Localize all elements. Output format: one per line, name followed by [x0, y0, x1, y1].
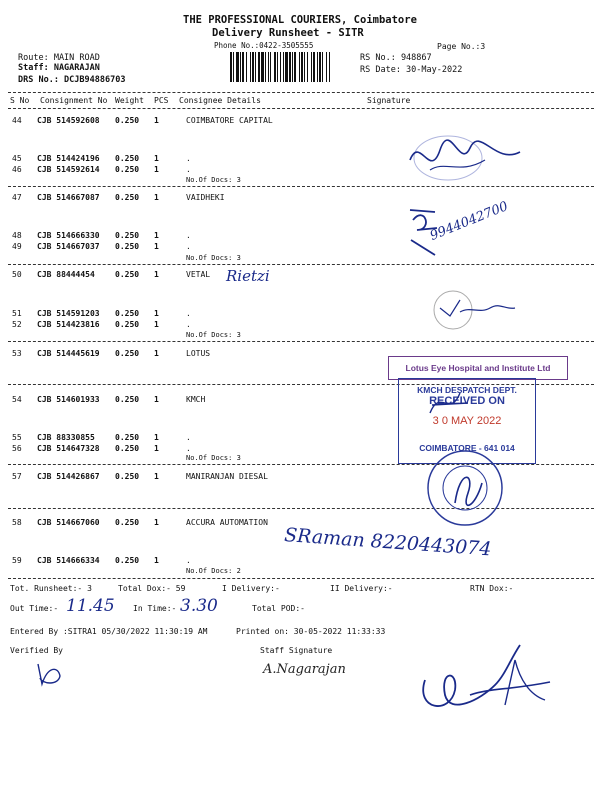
barcode-bar — [326, 52, 327, 82]
row-sno: 45 — [12, 154, 22, 163]
rs-number: RS No.: 948867 — [360, 53, 432, 63]
no-of-docs: No.Of Docs: 2 — [186, 567, 241, 575]
no-of-docs: No.Of Docs: 3 — [186, 454, 241, 462]
col-sno: S No — [10, 96, 30, 105]
stamp-dept: KMCH DESPATCH DEPT. — [417, 385, 517, 395]
barcode-bar — [317, 52, 318, 82]
out-time-value: 11.45 — [66, 596, 115, 616]
col-weight: Weight — [115, 96, 144, 105]
signature-44 — [400, 130, 530, 190]
col-pcs: PCS — [154, 96, 169, 105]
rs-date: RS Date: 30-May-2022 — [360, 65, 463, 75]
barcode-bar — [292, 52, 293, 82]
row-consignment: CJB 514445619 — [37, 349, 100, 358]
barcode-bar — [313, 52, 315, 82]
row-consignee: KMCH — [186, 395, 206, 404]
row-consignee: VETAL — [186, 270, 211, 279]
total-pod: Total POD:- — [252, 604, 305, 613]
row-consignment: CJB 514601933 — [37, 395, 100, 404]
route: Route: MAIN ROAD — [18, 53, 100, 63]
row-sno: 52 — [12, 320, 22, 329]
row-pcs: 1 — [154, 116, 159, 125]
verifier-signature — [30, 656, 70, 692]
divider — [8, 578, 594, 579]
staff-signature-label: Staff Signature — [260, 646, 333, 655]
page-number: Page No.:3 — [437, 42, 486, 51]
row-weight: 0.250 — [115, 518, 140, 527]
barcode-bar — [283, 52, 284, 82]
barcode-bar — [277, 52, 278, 82]
barcode-bar — [250, 52, 251, 82]
row-sno: 59 — [12, 556, 22, 565]
row-pcs: 1 — [154, 518, 159, 527]
col-consignee: Consignee Details — [179, 96, 261, 105]
barcode-bar — [230, 52, 232, 82]
lotus-stamp: Lotus Eye Hospital and Institute Ltd — [388, 356, 568, 380]
receiver-signature — [410, 640, 560, 735]
no-of-docs: No.Of Docs: 3 — [186, 176, 241, 184]
row-weight: 0.250 — [115, 270, 140, 279]
row-consignee: . — [186, 444, 191, 453]
row-pcs: 1 — [154, 154, 159, 163]
row-weight: 0.250 — [115, 193, 140, 202]
row-consignment: CJB 514666330 — [37, 231, 100, 240]
barcode-bar — [246, 52, 247, 82]
barcode-bar — [233, 52, 234, 82]
barcode-bar — [304, 52, 305, 82]
row-consignee: . — [186, 320, 191, 329]
row-consignment: CJB 514667037 — [37, 242, 100, 251]
row-consignee: . — [186, 433, 191, 442]
staff-signature: A.Nagarajan — [263, 662, 346, 677]
row-sno: 54 — [12, 395, 22, 404]
row-consignee: . — [186, 309, 191, 318]
row-weight: 0.250 — [115, 472, 140, 481]
row-consignment: CJB 514591203 — [37, 309, 100, 318]
row-consignment: CJB 514424196 — [37, 154, 100, 163]
row-pcs: 1 — [154, 242, 159, 251]
barcode-bar — [236, 52, 239, 82]
row-pcs: 1 — [154, 433, 159, 442]
barcode-bar — [329, 52, 330, 82]
out-time-label: Out Time:- — [10, 604, 59, 613]
rtn-dox: RTN Dox:- — [470, 584, 514, 593]
barcode-bar — [261, 52, 264, 82]
row-consignment: CJB 88444454 — [37, 270, 95, 279]
row-pcs: 1 — [154, 231, 159, 240]
row-weight: 0.250 — [115, 242, 140, 251]
row-consignment: CJB 514667087 — [37, 193, 100, 202]
row-pcs: 1 — [154, 444, 159, 453]
row-consignment: CJB 514667060 — [37, 518, 100, 527]
row-weight: 0.250 — [115, 165, 140, 174]
row-consignment: CJB 514592614 — [37, 165, 100, 174]
signature-53 — [420, 383, 480, 423]
row-weight: 0.250 — [115, 556, 140, 565]
barcode-bar — [270, 52, 271, 82]
row-consignee: . — [186, 231, 191, 240]
no-of-docs: No.Of Docs: 3 — [186, 331, 241, 339]
company-title: THE PROFESSIONAL COURIERS, Coimbatore — [183, 14, 417, 26]
row-consignee: VAIDHEKI — [186, 193, 225, 202]
row-consignee: . — [186, 154, 191, 163]
barcode-bar — [294, 52, 296, 82]
phone-number: Phone No.:0422-3505555 — [214, 41, 314, 50]
ii-delivery: II Delivery:- — [330, 584, 393, 593]
signature-50 — [425, 288, 520, 332]
row-sno: 53 — [12, 349, 22, 358]
row-sno: 56 — [12, 444, 22, 453]
row-weight: 0.250 — [115, 116, 140, 125]
barcode-bar — [258, 52, 260, 82]
handwritten-note: Rietzi — [226, 267, 270, 285]
row-weight: 0.250 — [115, 309, 140, 318]
barcode-bar — [280, 52, 281, 82]
barcode-bar — [274, 52, 276, 82]
printed-on: Printed on: 30-05-2022 11:33:33 — [236, 627, 386, 636]
entered-by: Entered By :SITRA1 05/30/2022 11:30:19 AM — [10, 627, 208, 636]
barcode-bar — [299, 52, 300, 82]
in-time-value: 3.30 — [180, 596, 218, 616]
barcode-bar — [311, 52, 312, 82]
row-pcs: 1 — [154, 270, 159, 279]
row-sno: 58 — [12, 518, 22, 527]
row-weight: 0.250 — [115, 395, 140, 404]
handwritten-note-58: SRaman 8220443074 — [283, 524, 493, 561]
row-weight: 0.250 — [115, 320, 140, 329]
i-delivery: I Delivery:- — [222, 584, 280, 593]
row-sno: 57 — [12, 472, 22, 481]
row-sno: 55 — [12, 433, 22, 442]
row-consignment: CJB 514592608 — [37, 116, 100, 125]
barcode-bar — [289, 52, 291, 82]
barcode-bar — [319, 52, 321, 82]
stamp-city: COIMBATORE - 641 014 — [419, 443, 515, 453]
barcode-bar — [242, 52, 244, 82]
row-pcs: 1 — [154, 193, 159, 202]
runsheet-subtitle: Delivery Runsheet - SITR — [212, 27, 364, 39]
row-consignment: CJB 514423816 — [37, 320, 100, 329]
barcode-bar — [322, 52, 323, 82]
divider — [8, 264, 594, 265]
row-sno: 48 — [12, 231, 22, 240]
row-consignee: ACCURA AUTOMATION — [186, 518, 268, 527]
barcode-bar — [307, 52, 308, 82]
row-sno: 50 — [12, 270, 22, 279]
row-consignee: LOTUS — [186, 349, 211, 358]
barcode-bar — [255, 52, 256, 82]
row-pcs: 1 — [154, 556, 159, 565]
divider — [8, 92, 594, 93]
row-pcs: 1 — [154, 320, 159, 329]
row-pcs: 1 — [154, 309, 159, 318]
barcode-bar — [285, 52, 288, 82]
row-weight: 0.250 — [115, 444, 140, 453]
barcode-bar — [301, 52, 303, 82]
divider — [8, 108, 594, 109]
col-signature: Signature — [367, 96, 411, 105]
row-weight: 0.250 — [115, 231, 140, 240]
drs-number: DRS No.: DCJB94886703 — [18, 75, 126, 85]
barcode-image — [230, 52, 352, 82]
barcode-bar — [240, 52, 241, 82]
row-sno: 46 — [12, 165, 22, 174]
staff: Staff: NAGARAJAN — [18, 63, 100, 73]
row-weight: 0.250 — [115, 433, 140, 442]
company-seal — [420, 448, 510, 530]
row-sno: 49 — [12, 242, 22, 251]
row-consignee: . — [186, 242, 191, 251]
barcode-bar — [252, 52, 254, 82]
row-consignee: . — [186, 165, 191, 174]
row-consignment: CJB 514647328 — [37, 444, 100, 453]
barcode-bar — [268, 52, 269, 82]
col-consignment: Consignment No — [40, 96, 108, 105]
row-consignment: CJB 514426867 — [37, 472, 100, 481]
handwritten-phone: 9944042700 — [428, 199, 511, 244]
row-sno: 51 — [12, 309, 22, 318]
row-weight: 0.250 — [115, 154, 140, 163]
row-pcs: 1 — [154, 395, 159, 404]
stamp-date: 3 0 MAY 2022 — [432, 415, 502, 427]
row-consignee: . — [186, 556, 191, 565]
in-time-label: In Time:- — [133, 604, 177, 613]
no-of-docs: No.Of Docs: 3 — [186, 254, 241, 262]
row-pcs: 1 — [154, 349, 159, 358]
row-consignee: COIMBATORE CAPITAL — [186, 116, 273, 125]
row-pcs: 1 — [154, 472, 159, 481]
row-weight: 0.250 — [115, 349, 140, 358]
row-consignment: CJB 88330855 — [37, 433, 95, 442]
total-dox: Total Dox:- 59 — [118, 584, 186, 593]
barcode-bar — [265, 52, 266, 82]
divider — [8, 341, 594, 342]
verified-by-label: Verified By — [10, 646, 63, 655]
row-sno: 44 — [12, 116, 22, 125]
stamp-received: RECEIVED ON — [429, 395, 505, 407]
row-consignee: MANIRANJAN DIESAL — [186, 472, 268, 481]
row-pcs: 1 — [154, 165, 159, 174]
tot-runsheet: Tot. Runsheet:- 3 — [10, 584, 92, 593]
row-consignment: CJB 514666334 — [37, 556, 100, 565]
row-sno: 47 — [12, 193, 22, 202]
